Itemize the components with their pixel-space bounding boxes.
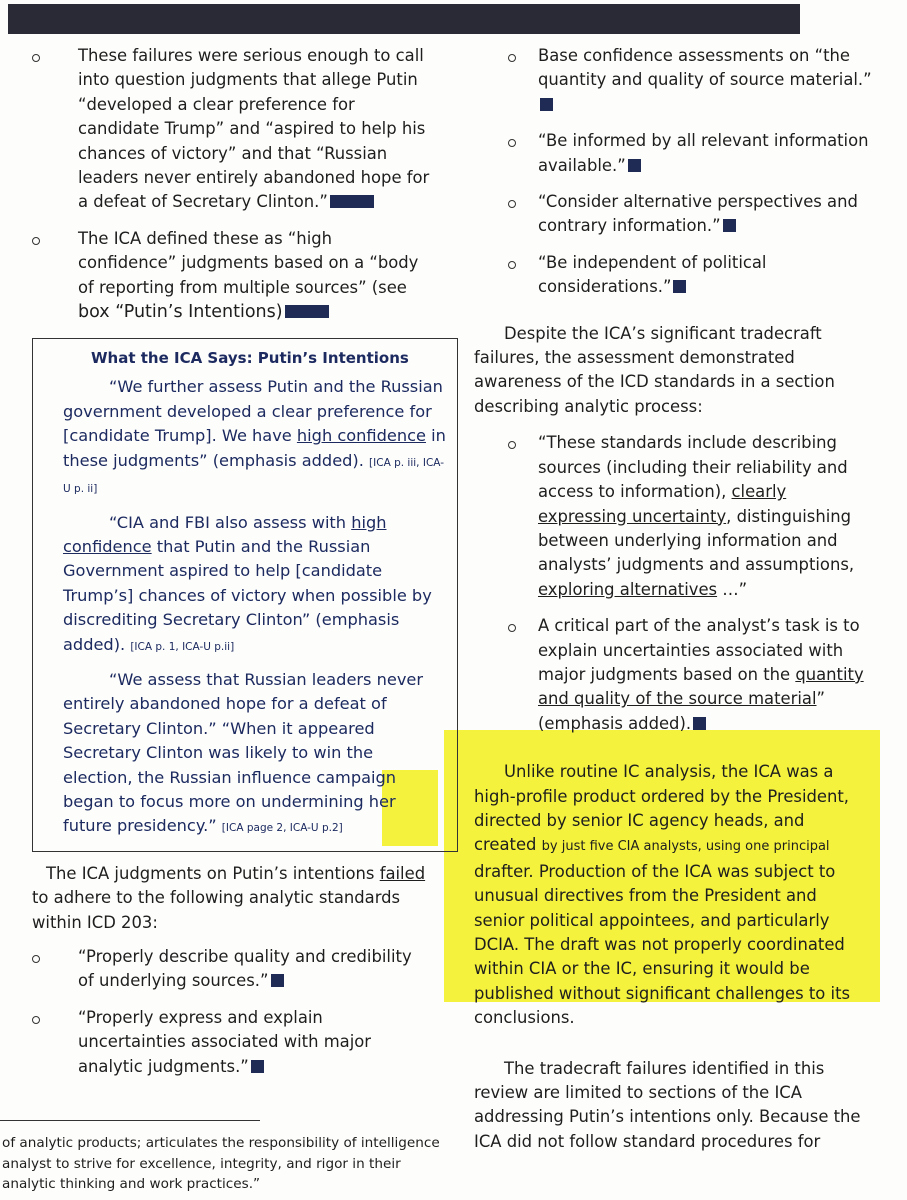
redaction-mark: [330, 195, 374, 208]
redaction-mark: [628, 159, 641, 172]
bullet-alternatives: “Consider alternative perspectives and contrary information.”: [474, 190, 874, 239]
footnote-text: of analytic products; articulates the responsibility of intelligence analyst to strive for excellence, integrity, and rigor in their analytic thinking and work practices.”: [2, 1135, 440, 1192]
bullet-icon: [32, 54, 40, 62]
bullet-high-confidence: The ICA defined these as “high confidence” judgments based on a “body of reporting from multiple sources” (see box “Putin’s Intentions): [32, 227, 432, 325]
bullet-icon: [508, 54, 516, 62]
bullet-icon: [508, 624, 516, 632]
highlighted-paragraph: Unlike routine IC analysis, the ICA was a high-profile product ordered by the President, directed by senior IC agency heads, and created by just five CIA analysts, using one principal drafter. Production of the ICA was subject to unusual directives from the President and senior political appointees, and particularly DCIA. The draft was not properly coordinated within CIA or the IC, ensuring it would be published without significant challenges to its conclusions.: [474, 762, 851, 1028]
putins-intentions-box: [32, 338, 458, 851]
limited-paragraph: The tradecraft failures identified in this review are limited to sections of the ICA addressing Putin’s intentions only. Because the ICA did not follow standard procedures for: [474, 1058, 861, 1151]
quote-1: “We further assess Putin and the Russian government developed a clear preference for [candidate Trump]. We have high confidence in these judgments” (emphasis added). [ICA p. iii, ICA-U p. ii]: [63, 377, 446, 496]
redaction-mark: [271, 974, 284, 987]
bullet-independent: “Be independent of political considerations.”: [474, 251, 874, 300]
quote-2: “CIA and FBI also assess with high confidence that Putin and the Russian Government aspired to help [candidate Trump’s] chances of victory when possible by discrediting Secretary Clinton” (emphasis added). [ICA p. 1, ICA-U p.ii]: [63, 512, 432, 654]
bullet-base-confidence: Base confidence assessments on “the quantity and quality of source material.”: [474, 44, 874, 117]
bullet-standards-include: “These standards include describing sources (including their reliability and access to information), clearly expressing uncertainty, distinguishing between underlying information and analysts’ judgments and assumptions, exploring alternatives …”: [474, 431, 874, 602]
bullet-icon: [508, 441, 516, 449]
redaction-mark: [673, 280, 686, 293]
standards-paragraph: The ICA judgments on Putin’s intentions failed to adhere to the following analytic standards within ICD 203:: [32, 863, 426, 932]
bullet-sources: “Properly describe quality and credibility of underlying sources.”: [32, 945, 432, 994]
bullet-icon: [32, 237, 40, 245]
bullet-critical-part: A critical part of the analyst’s task is to explain uncertainties associated with major judgments based on the quantity and quality of the source material” (emphasis added).: [474, 614, 874, 736]
bullet-be-informed: “Be informed by all relevant information available.”: [474, 129, 874, 178]
quote-3: “We assess that Russian leaders never entirely abandoned hope for a defeat of Secretary Clinton.” “When it appeared Secretary Clinton was likely to win the election, the Russian influence campaign began to focus more on undermining her future presidency.” [ICA page 2, ICA-U p.2]: [63, 669, 424, 836]
redaction-mark: [251, 1060, 264, 1073]
right-column: [474, 44, 874, 1154]
bullet-icon: [32, 955, 40, 963]
redaction-mark: [285, 305, 329, 318]
redacted-header-bar: [8, 4, 800, 34]
bullet-icon: [32, 1016, 40, 1024]
despite-paragraph: Despite the ICA’s significant tradecraft failures, the assessment demonstrated awareness of the ICD standards in a section describing analytic process:: [474, 323, 835, 416]
box-title: What the ICA Says: Putin’s Intentions: [91, 349, 409, 368]
bullet-failures: These failures were serious enough to call into question judgments that allege Putin “developed a clear preference for candidate Trump” and “aspired to help his chances of victory” and that “Russian leaders never entirely abandoned hope for a defeat of Secretary Clinton.”: [32, 44, 432, 215]
bullet-icon: [508, 139, 516, 147]
redaction-mark: [693, 717, 706, 730]
bullet-uncertainties: “Properly express and explain uncertainties associated with major analytic judgments.”: [32, 1006, 432, 1079]
bullet-icon: [508, 261, 516, 269]
footnote-divider: [0, 1120, 260, 1121]
redaction-mark: [723, 219, 736, 232]
bullet-icon: [508, 200, 516, 208]
redaction-mark: [540, 98, 553, 111]
left-column: [32, 44, 446, 1091]
